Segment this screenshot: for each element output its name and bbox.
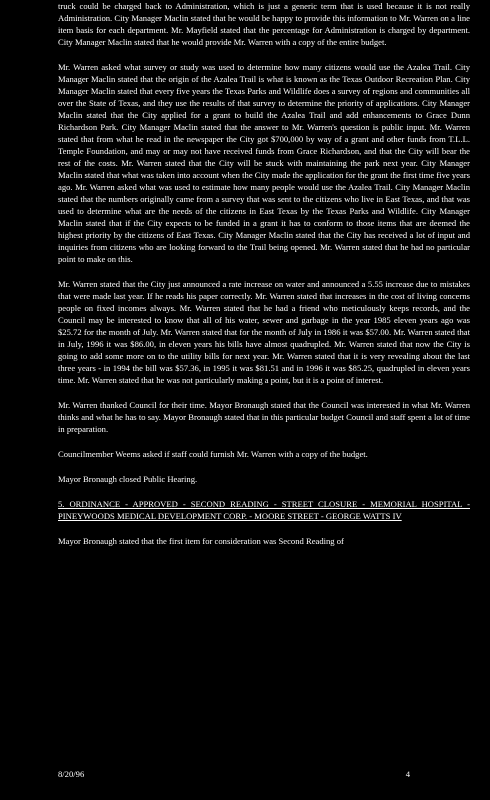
paragraph-budget-copy: Councilmember Weems asked if staff could furnish Mr. Warren with a copy of the budget. bbox=[58, 449, 368, 459]
paragraph-budget-administration: truck could be charged back to Administration, which is just a generic term that is used because it is not really Administration. City Manager Maclin stated that he would be happy to provide this information to Mr. Warren on a line item basis for each department. Mr. Mayfield stated that the percentage for Administration is charged by department. City Manager Maclin stated that he would provide Mr. Warren with a copy of the entire budget. bbox=[58, 1, 470, 47]
paragraph-azalea-trail: Mr. Warren asked what survey or study was used to determine how many citizens would use the Azalea Trail. City Manager Maclin stated that the origin of the Azalea Trail is what is known as the Texas Outdoor Recreation Plan. City Manager Maclin stated that every five years the Texas Parks and Wildlife does a survey of regions and communities all over the State of Texas, and they use the results of that survey to determine the priority of applications. City Manager Maclin stated that the City applied for a grant to build the Azalea Trail and add enhancements to Grace Dunn Richardson Park. City Manager Maclin stated that the answer to Mr. Warren's question is public input. Mr. Warren stated that from what he read in the newspaper the City got $700,000 by way of a grant and other funds from T.L.L. Temple Foundation, and may or may not have received funds from Grace Richardson, and that the City will bear the rest of the costs. Mr. Warren stated that the City will be stuck with maintaining the park next year. City Manager Maclin stated that what was taken into account when the City made the application for the grant the first time five years ago. Mr. Warren asked what was used to estimate how many people would use the Azalea Trail. City Manager Maclin stated that the numbers originally came from a survey that was sent to the citizens who live in East Texas, and that was used to determine what are the needs of the citizens in East Texas by the Texas Parks and Wildlife. City Manager Maclin stated that if the City expects to be funded in a grant it has to conform to those items that are deemed the highest priority by the citizens of East Texas. City Manager Maclin stated that the City has received a lot of input and inquiries from citizens who are looking forward to the Trail being opened. Mr. Warren stated that he had no particular point to make on this. bbox=[58, 62, 470, 264]
page-number: 4 bbox=[405, 769, 410, 779]
document-body bbox=[58, 0, 470, 547]
paragraph-close-hearing: Mayor Bronaugh closed Public Hearing. bbox=[58, 474, 198, 484]
paragraph-water-rates: Mr. Warren stated that the City just announced a rate increase on water and announced a 5.55 increase due to mistakes that were made last year. If he reads his paper correctly. Mr. Warren stated that increases in the cost of living concerns people on fixed incomes always. Mr. Warren stated that he had a friend who meticulously keeps records, and the Council may be interested to know that all of his water, sewer and garbage in the year 1985 eleven years ago was $25.72 for the month of July. Mr. Warren stated that for the month of July in 1986 it was $57.00. Mr. Warren stated that in July, 1996 it was $86.00, in eleven years his bills have almost quadrupled. Mr. Warren stated that now the City is going to add some more on to the utility bills for next year. Mr. Warren stated that it is very revealing about the last three years - in 1994 the bill was $57.36, in 1995 it was $81.51 and in 1996 it was $85.25, quadrupled in eleven years time. Mr. Warren stated that he was not particularly making a point, but it is a point of interest. bbox=[58, 279, 470, 385]
agenda-item-heading: 5. ORDINANCE - APPROVED - SECOND READING - STREET CLOSURE - MEMORIAL HOSPITAL - PINEYWOODS MEDICAL DEVELOPMENT CORP. - MOORE STREET - GEORGE WATTS IV bbox=[58, 499, 470, 521]
footer-date: 8/20/96 bbox=[58, 769, 85, 779]
paragraph-second-reading: Mayor Bronaugh stated that the first item for consideration was Second Reading of bbox=[58, 536, 344, 546]
paragraph-thanks-council: Mr. Warren thanked Council for their time. Mayor Bronaugh stated that the Council was interested in what Mr. Warren thinks and what he has to say. Mayor Bronaugh stated that in this particular budget Council and staff spent a lot of time in preparation. bbox=[58, 400, 470, 434]
